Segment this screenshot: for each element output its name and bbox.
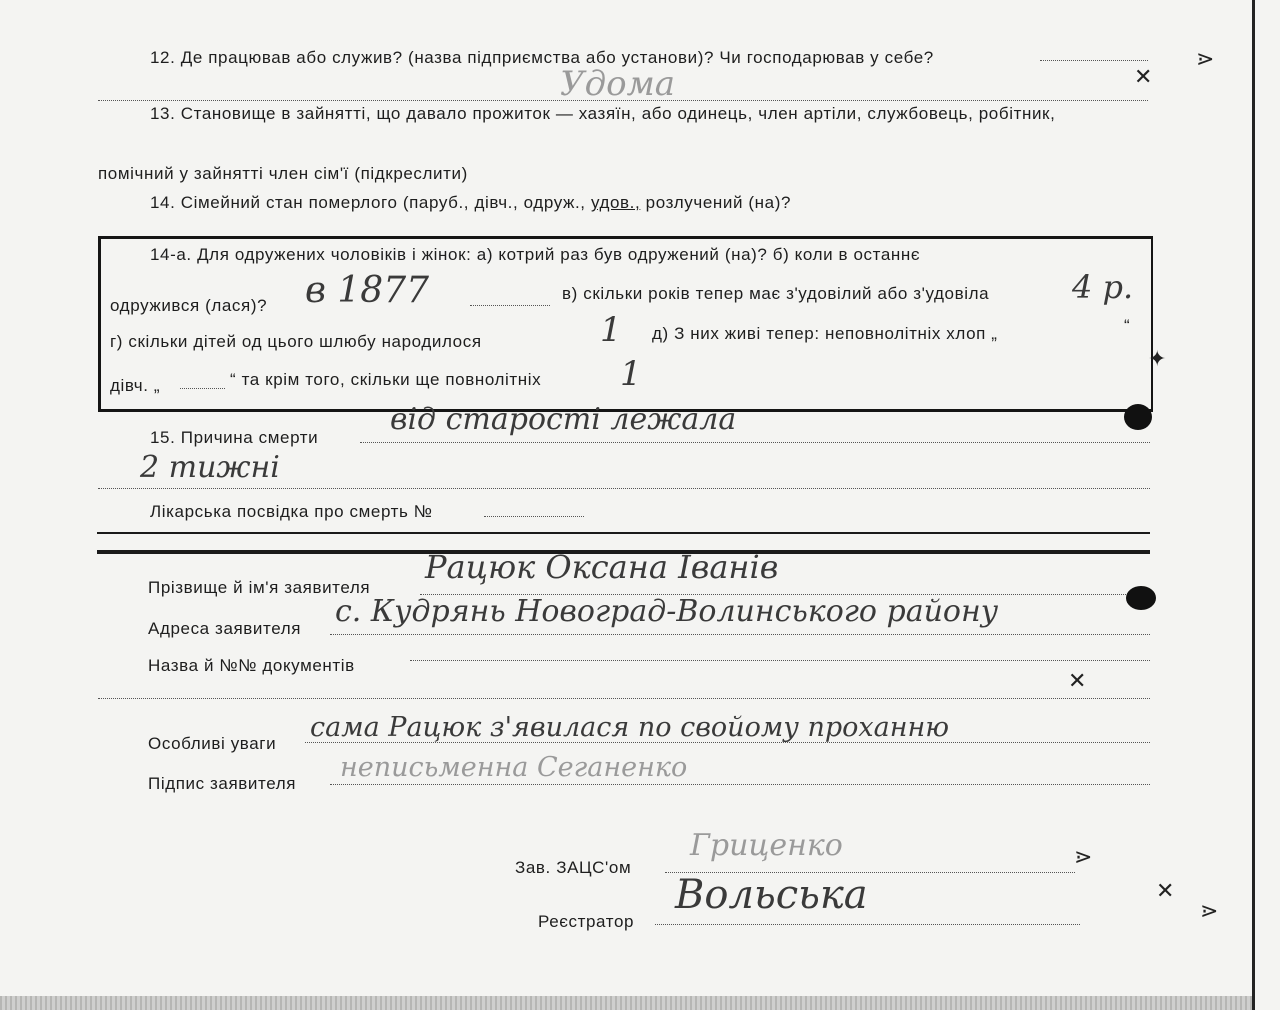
q12-answer: Удома xyxy=(560,64,676,104)
q14-text-before: 14. Сімейний стан померлого (паруб., дівч., одруж., xyxy=(150,193,586,212)
registrar-label: Реєстратор xyxy=(538,912,635,931)
applicant-signature-line xyxy=(330,784,1150,785)
medical-label: Лікарська посвідка про смерть № xyxy=(150,502,433,521)
q12-dotted-line xyxy=(1040,60,1148,61)
q14-question xyxy=(150,193,791,213)
q14a-line1: 14-а. Для одружених чоловіків і жінок: а) котрий раз був одружений (на)? б) коли в останнє xyxy=(150,245,921,264)
q15-label: 15. Причина смерти xyxy=(150,428,319,447)
q14a-living-label: д) З них живі тепер: неповнолітніх хлоп „ xyxy=(652,324,998,343)
applicant-address-value: с. Кудрянь Новоград-Волинського району xyxy=(335,594,999,629)
page-edge-right xyxy=(1252,0,1255,1010)
q14a-married-answer: в 1877 xyxy=(305,270,430,311)
q14a-married-label: одружився (лася)? xyxy=(110,296,268,315)
q15-dotted-line xyxy=(360,442,1150,443)
q14a-widowed-answer: 4 р. xyxy=(1072,268,1134,306)
q13-line2: помічний у зайнятті член сім'ї (підкреслити) xyxy=(98,164,468,183)
head-label: Зав. ЗАЦС'ом xyxy=(515,858,632,877)
applicant-notes-value: сама Рацюк з'явилася по свойому проханню xyxy=(310,712,950,743)
q14a-children-answer: 1 xyxy=(600,310,622,350)
applicant-signature-value: неписьменна Сеганенко xyxy=(340,752,688,783)
applicant-docs-line2 xyxy=(98,698,1150,699)
q14a-married-dots xyxy=(470,305,550,306)
applicant-name-label: Прізвище й ім'я заявителя xyxy=(148,578,371,597)
q15-answer-line1: від старості лежала xyxy=(390,402,737,437)
registrar-line xyxy=(655,924,1080,925)
q15-answer-line2: 2 тижні xyxy=(140,450,280,485)
q12-answer-line xyxy=(98,100,1148,101)
punch-hole xyxy=(1124,404,1152,430)
q14a-girls-label: дівч. „ xyxy=(110,376,161,395)
q14-underlined-option: удов., xyxy=(590,193,641,212)
tear-mark: ✦ xyxy=(1148,346,1167,371)
applicant-docs-line xyxy=(410,660,1150,661)
q14a-adults-answer: 1 xyxy=(620,354,642,394)
separator-thin xyxy=(97,532,1150,534)
q14-text-after: розлучений (на)? xyxy=(645,193,792,212)
tear-mark: ✕ xyxy=(1134,64,1153,89)
q12-question: 12. Де працював або служив? (назва підприємства або установи)? Чи господарював у себе? xyxy=(150,48,934,67)
q14a-children-label: г) скільки дітей од цього шлюбу народилося xyxy=(110,332,482,351)
head-signature: Гриценко xyxy=(690,828,843,863)
applicant-docs-label: Назва й №№ документів xyxy=(148,656,355,675)
q14a-girls-dots xyxy=(180,388,225,389)
applicant-name-value: Рацюк Оксана Іванів xyxy=(425,548,779,586)
tear-mark: ⋗ xyxy=(1196,46,1215,71)
q14a-living-close-quote: “ xyxy=(1124,316,1131,335)
applicant-signature-label: Підпис заявителя xyxy=(148,774,297,793)
q14a-adults-label: “ та крім того, скільки ще повнолітніх xyxy=(230,370,542,389)
tear-mark: ✕ xyxy=(1068,668,1087,693)
tear-mark: ⋗ xyxy=(1200,898,1219,923)
tear-mark: ✕ xyxy=(1156,878,1175,903)
q14a-widowed-label: в) скільки років тепер має з'удовілий або з'удовіла xyxy=(562,284,990,303)
q15-answer-line xyxy=(98,488,1150,489)
applicant-address-line xyxy=(330,634,1150,635)
q13-line1: 13. Становище в зайнятті, що давало прожиток — хазяїн, або одинець, член артіли, службовець, робітник, xyxy=(150,104,1056,123)
registrar-signature: Вольська xyxy=(675,872,868,918)
medical-dotted-line xyxy=(484,516,584,517)
tear-mark: ⋗ xyxy=(1074,844,1093,869)
applicant-notes-label: Особливі уваги xyxy=(148,734,277,753)
applicant-address-label: Адреса заявителя xyxy=(148,619,302,638)
page-edge-bottom xyxy=(0,996,1252,1010)
punch-hole xyxy=(1126,586,1156,610)
